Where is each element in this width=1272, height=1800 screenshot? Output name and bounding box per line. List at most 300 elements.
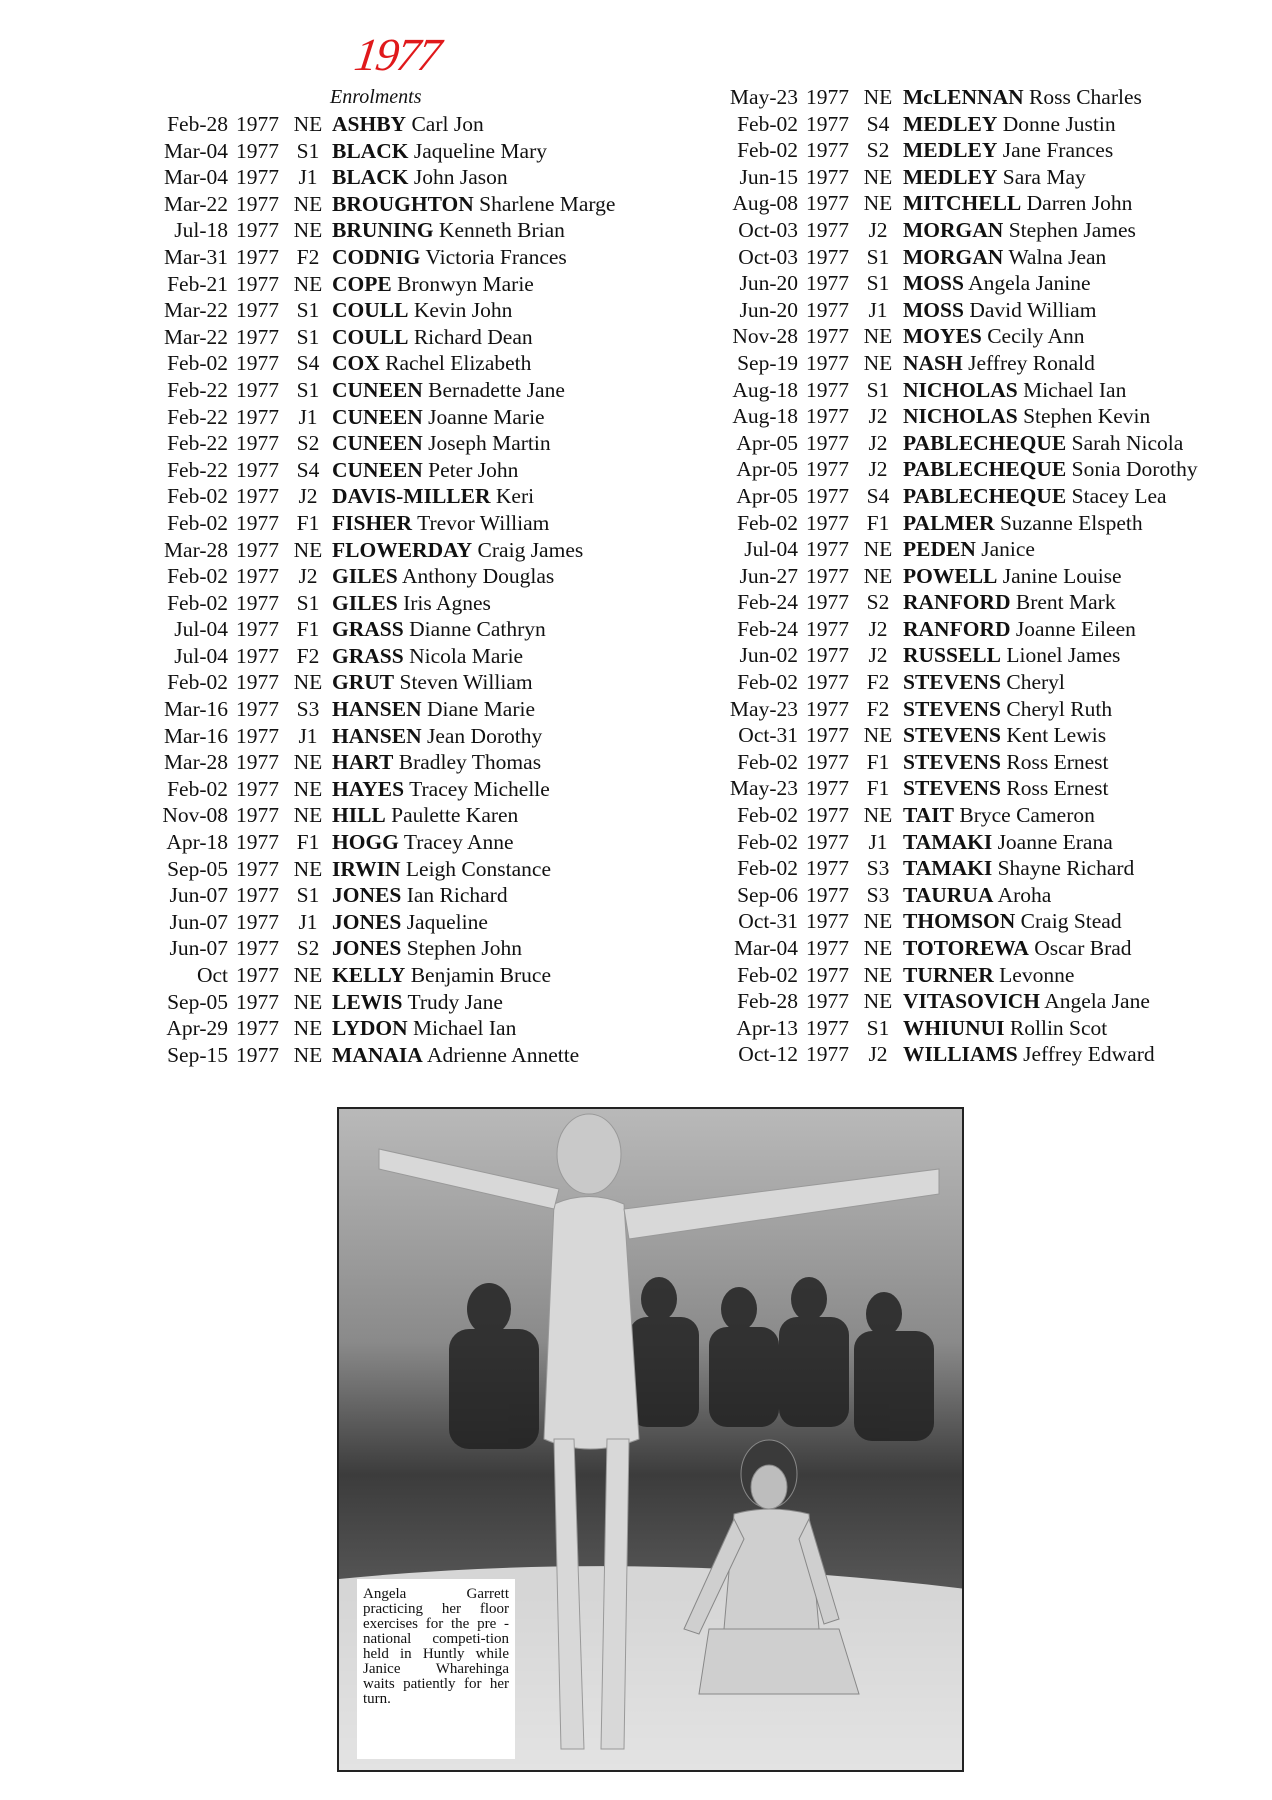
enrolment-date: Sep-19 [737,350,798,375]
enrolment-class: S4 [866,483,890,508]
student-surname: IRWIN [332,856,401,881]
student-given-names: Jean Dorothy [426,723,543,748]
student-surname: BRUNING [332,218,434,243]
enrolment-class: NE [863,164,893,189]
student-surname: STEVENS [903,723,1001,748]
enrolment-class: F1 [866,510,890,535]
enrolment-year: 1977 [236,670,279,695]
student-surname: MOYES [903,324,982,349]
student-surname: PABLECHEQUE [903,483,1067,508]
student-given-names: Trevor William [417,510,550,535]
student-surname: MEDLEY [903,138,998,163]
student-surname: STEVENS [903,776,1001,801]
enrolment-class: NE [293,537,323,562]
enrolment-year: 1977 [806,909,849,934]
enrolment-date: Apr-05 [736,430,798,455]
enrolment-year: 1977 [236,750,279,775]
student-name [332,111,484,138]
enrolment-year: 1977 [236,909,279,934]
enrolment-class: NE [293,112,323,136]
student-given-names: Trudy Jane [407,989,503,1014]
enrolment-year: 1977 [236,803,279,828]
enrolment-year: 1977 [806,510,849,535]
student-surname: PABLECHEQUE [903,457,1067,482]
enrolment-class: S3 [866,882,890,907]
enrolment-class: S2 [296,431,320,456]
enrolment-date: Feb-02 [167,351,228,376]
student-given-names: Paulette Karen [391,803,519,828]
enrolment-year: 1977 [806,856,849,881]
student-given-names: Kenneth Brian [438,218,565,243]
student-given-names: Michael Ian [413,1016,517,1041]
enrolment-year: 1977 [236,510,279,535]
student-name [332,1015,516,1042]
enrolment-date: Mar-31 [163,244,228,269]
student-given-names: Sara May [1002,164,1086,189]
enrolment-class: J1 [298,165,318,190]
enrolment-year: 1977 [806,217,849,242]
enrolment-class: J2 [868,217,888,242]
enrolment-class: NE [293,271,323,296]
enrolment-year: 1977 [236,723,279,748]
enrolment-year: 1977 [236,883,279,908]
student-name [332,669,533,696]
student-name [332,563,554,590]
student-given-names: Brent Mark [1015,590,1116,615]
student-surname: JONES [332,883,402,908]
enrolment-date: Feb-02 [167,484,228,509]
student-name [903,536,1035,563]
enrolment-date: Feb-02 [737,510,798,535]
enrolment-year: 1977 [806,350,849,375]
student-given-names: David William [969,297,1097,322]
enrolment-year: 1977 [236,856,279,881]
enrolment-date: Feb-02 [167,590,228,615]
enrolment-year: 1977 [806,936,849,960]
student-name [903,111,1116,138]
student-surname: KELLY [332,963,406,987]
enrolment-date: Feb-22 [167,431,228,456]
enrolment-year: 1977 [236,351,279,376]
student-surname: COX [332,351,380,376]
enrolment-year: 1977 [806,563,849,588]
student-given-names: Bernadette Jane [428,377,565,402]
student-given-names: Tracey Michelle [409,776,550,801]
student-surname: CODNIG [332,244,421,269]
enrolment-date: Oct-03 [738,244,798,269]
student-given-names: Jaqueline Mary [413,138,547,163]
enrolment-date: Feb-02 [737,138,798,163]
student-surname: TAURUA [903,882,994,907]
enrolment-class: NE [863,85,893,109]
student-given-names: Leigh Constance [405,856,551,881]
enrolment-class: F1 [866,776,890,801]
enrolment-class: S4 [296,457,320,482]
student-surname: TURNER [903,962,994,987]
enrolment-date: Sep-06 [737,882,798,907]
enrolment-class: NE [293,963,323,987]
student-surname: GRUT [332,670,395,695]
enrolment-class: S1 [866,1015,890,1040]
enrolment-year: 1977 [236,457,279,482]
student-name [332,909,488,936]
student-given-names: Joanne Erana [997,829,1113,854]
student-name [332,457,518,484]
enrolment-class: F2 [866,670,890,695]
student-name [332,590,491,617]
enrolment-date: Apr-18 [166,830,228,855]
enrolment-date: Mar-28 [163,537,228,562]
student-surname: WHIUNUI [903,1015,1005,1040]
student-surname: STEVENS [903,696,1001,721]
enrolment-class: S2 [296,936,320,961]
student-name [903,988,1150,1015]
enrolment-year: 1977 [806,271,849,296]
enrolment-class: NE [863,537,893,562]
student-surname: HART [332,750,394,775]
enrolment-year: 1977 [236,643,279,668]
enrolment-class: S3 [296,697,320,722]
student-given-names: Rachel Elizabeth [385,351,532,376]
enrolment-class: F1 [296,830,320,855]
student-surname: RANFORD [903,590,1011,615]
enrolment-year: 1977 [236,112,279,136]
student-name [903,1015,1107,1042]
enrolment-year: 1977 [236,617,279,642]
student-surname: JONES [332,936,402,961]
student-given-names: Suzanne Elspeth [999,510,1143,535]
enrolment-year: 1977 [236,963,279,987]
enrolment-year: 1977 [236,936,279,961]
enrolment-class: NE [293,1016,323,1041]
student-given-names: Walna Jean [1008,244,1107,269]
student-name [332,829,514,856]
enrolment-class: J2 [868,404,888,429]
student-surname: GILES [332,590,398,615]
enrolment-year: 1977 [236,431,279,456]
student-surname: NICHOLAS [903,377,1018,402]
enrolment-date: Oct-31 [738,909,798,934]
student-name [332,164,508,191]
enrolment-year: 1977 [806,537,849,562]
enrolment-date: Oct-12 [738,1042,798,1067]
enrolment-class: J2 [298,484,318,509]
student-name [332,856,551,883]
enrolment-date: Jun-27 [739,563,798,588]
student-given-names: Tracey Anne [403,830,514,855]
enrolment-class: J1 [868,297,888,322]
student-surname: THOMSON [903,909,1016,934]
student-surname: COULL [332,324,409,349]
student-given-names: Stephen Kevin [1023,404,1151,429]
enrolment-year: 1977 [806,643,849,668]
enrolment-date: Apr-05 [736,457,798,482]
enrolment-date: Sep-05 [167,989,228,1014]
enrolment-date: Mar-16 [163,697,228,722]
student-given-names: Joseph Martin [428,431,551,456]
student-name [332,483,534,510]
student-name [332,297,512,324]
enrolment-year: 1977 [806,989,849,1014]
student-given-names: Janine Louise [1002,563,1122,588]
student-surname: CUNEEN [332,457,423,482]
enrolment-class: J2 [868,457,888,482]
enrolment-class: F1 [296,617,320,642]
enrolment-date: Feb-02 [737,962,798,987]
student-given-names: Iris Agnes [403,590,491,615]
student-name [903,244,1106,271]
enrolment-year: 1977 [236,776,279,801]
enrolment-date: Feb-24 [737,616,798,641]
student-name [903,456,1198,483]
student-name [332,989,503,1016]
enrolment-class: J1 [298,404,318,429]
enrolment-date: Mar-22 [163,298,228,323]
student-name [903,962,1074,989]
enrolment-date: Feb-02 [737,111,798,136]
student-name [903,935,1132,962]
student-surname: MANAIA [332,1042,423,1067]
enrolment-class: S1 [296,883,320,908]
student-given-names: Bradley Thomas [398,750,542,775]
student-given-names: Ross Charles [1029,85,1142,109]
student-name [903,775,1109,802]
student-name [332,324,533,351]
student-given-names: Benjamin Bruce [410,963,551,987]
student-surname: WILLIAMS [903,1042,1018,1067]
student-given-names: Stephen James [1008,217,1136,242]
student-surname: TAMAKI [903,856,993,881]
student-given-names: Craig Stead [1020,909,1122,934]
student-surname: GRASS [332,643,404,668]
student-name [903,323,1085,350]
student-surname: MORGAN [903,244,1004,269]
student-name [903,589,1116,616]
enrolment-date: Mar-04 [163,138,228,163]
student-name [903,563,1122,590]
enrolment-class: S1 [296,324,320,349]
student-given-names: Aroha [997,882,1052,907]
student-surname: STEVENS [903,670,1001,695]
student-given-names: Carl Jon [411,112,484,136]
student-name [903,350,1095,377]
enrolment-date: Jul-18 [174,218,228,243]
student-name [903,430,1183,457]
student-given-names: Ian Richard [406,883,508,908]
student-name [903,802,1095,829]
enrolment-class: NE [293,750,323,775]
student-name [903,1041,1155,1068]
student-given-names: Levonne [999,962,1075,987]
student-name [903,217,1136,244]
enrolment-date: Feb-02 [167,670,228,695]
student-surname: VITASOVICH [903,989,1040,1014]
student-surname: MEDLEY [903,164,998,189]
student-given-names: Oscar Brad [1034,936,1132,960]
student-name [903,84,1142,111]
student-surname: COULL [332,298,409,323]
student-name [332,377,565,404]
student-name [903,297,1096,324]
enrolment-date: Feb-28 [737,989,798,1014]
student-surname: RUSSELL [903,643,1001,668]
student-given-names: Anthony Douglas [401,564,555,589]
enrolment-year: 1977 [806,138,849,163]
enrolment-year: 1977 [236,271,279,296]
enrolment-year: 1977 [806,696,849,721]
enrolment-date: Jun-07 [169,936,228,961]
student-given-names: Kevin John [413,298,513,323]
student-surname: CUNEEN [332,377,423,402]
student-surname: MITCHELL [903,191,1022,216]
enrolment-class: J1 [298,723,318,748]
student-name [903,908,1122,935]
enrolment-date: Sep-15 [167,1042,228,1067]
student-given-names: Sarah Nicola [1071,430,1184,455]
student-given-names: Dianne Cathryn [409,617,546,642]
enrolment-year: 1977 [806,377,849,402]
enrolment-year: 1977 [236,165,279,190]
student-given-names: Darren John [1026,191,1133,216]
enrolment-class: S4 [296,351,320,376]
student-given-names: Ross Ernest [1006,749,1109,774]
enrolment-year: 1977 [236,537,279,562]
student-name [332,350,531,377]
enrolment-class: J2 [298,564,318,589]
enrolment-year: 1977 [806,430,849,455]
enrolment-class: S1 [296,590,320,615]
student-surname: FISHER [332,510,413,535]
enrolment-class: F2 [296,643,320,668]
enrolment-year: 1977 [806,962,849,987]
student-surname: MEDLEY [903,111,998,136]
student-given-names: Diane Marie [426,697,536,722]
student-given-names: Michael Ian [1023,377,1127,402]
student-name [903,829,1113,856]
enrolment-class: NE [293,989,323,1014]
student-name [903,722,1106,749]
enrolment-year: 1977 [236,298,279,323]
enrolment-year: 1977 [806,483,849,508]
enrolment-class: F1 [866,749,890,774]
enrolment-class: S4 [866,111,890,136]
student-given-names: Jane Frances [1002,138,1114,163]
enrolment-year: 1977 [806,297,849,322]
student-given-names: Janice [981,537,1035,562]
student-name [903,882,1051,909]
student-given-names: Jeffrey Edward [1023,1042,1155,1067]
student-name [332,1042,579,1069]
student-surname: PALMER [903,510,995,535]
enrolment-year: 1977 [236,191,279,216]
student-given-names: Sharlene Marge [479,191,616,216]
student-given-names: Bryce Cameron [959,803,1095,828]
enrolment-date: Feb-22 [167,457,228,482]
enrolment-year: 1977 [806,244,849,269]
enrolment-date: Mar-04 [733,936,798,960]
student-given-names: Ross Ernest [1006,776,1109,801]
enrolment-class: J2 [868,1042,888,1067]
enrolment-date: Feb-02 [737,749,798,774]
student-surname: POWELL [903,563,998,588]
student-given-names: Joanne Eileen [1015,616,1136,641]
student-name [332,138,547,165]
student-given-names: Peter John [428,457,519,482]
student-name [903,164,1086,191]
student-name [332,749,541,776]
enrolment-date: Mar-16 [163,723,228,748]
student-name [332,404,545,431]
enrolment-year: 1977 [236,377,279,402]
enrolment-year: 1977 [236,484,279,509]
student-surname: MORGAN [903,217,1004,242]
student-given-names: Nicola Marie [409,643,524,668]
student-surname: HANSEN [332,723,422,748]
enrolment-date: Nov-28 [732,324,798,349]
enrolment-year: 1977 [806,191,849,216]
student-surname: BLACK [332,165,409,190]
page-title: 1977 [351,29,443,80]
student-given-names: Cheryl [1006,670,1065,695]
enrolment-year: 1977 [806,670,849,695]
enrolment-date: Mar-04 [163,165,228,190]
student-given-names: Angela Jane [1044,989,1150,1014]
enrolment-year: 1977 [236,564,279,589]
enrolment-date: Feb-21 [167,271,228,296]
enrolment-date: Feb-02 [167,564,228,589]
enrolment-class: J1 [868,829,888,854]
enrolment-date: Jun-02 [739,643,798,668]
student-name [903,669,1065,696]
enrolment-date: Jul-04 [744,537,798,562]
student-surname: HOGG [332,830,399,855]
enrolment-date: Feb-02 [737,829,798,854]
enrolment-class: S1 [296,138,320,163]
student-surname: TOTOREWA [903,936,1029,960]
enrolment-year: 1977 [806,590,849,615]
student-surname: LYDON [332,1016,408,1041]
enrolment-class: NE [863,803,893,828]
enrolment-date: Jun-15 [739,164,798,189]
student-given-names: Kent Lewis [1006,723,1107,748]
enrolment-date: Aug-18 [732,377,798,402]
enrolment-date: Jul-04 [174,643,228,668]
student-given-names: Bronwyn Marie [397,271,534,296]
student-name [332,537,583,564]
enrolment-date: Feb-02 [167,510,228,535]
student-given-names: Craig James [477,537,584,562]
enrolment-class: NE [863,324,893,349]
student-given-names: Shayne Richard [997,856,1135,881]
student-given-names: Keri [495,484,535,509]
enrolment-year: 1977 [806,404,849,429]
enrolment-year: 1977 [806,1015,849,1040]
enrolment-class: NE [863,191,893,216]
student-given-names: Rollin Scot [1009,1015,1108,1040]
student-surname: NICHOLAS [903,404,1018,429]
student-given-names: Lionel James [1006,643,1121,668]
enrolment-date: Apr-05 [736,483,798,508]
enrolment-year: 1977 [236,1016,279,1041]
enrolment-year: 1977 [806,85,849,109]
student-surname: MOSS [903,271,964,296]
student-name [332,882,508,909]
student-given-names: Adrienne Annette [426,1042,580,1067]
enrolment-year: 1977 [236,404,279,429]
student-surname: MOSS [903,297,964,322]
enrolment-class: NE [863,989,893,1014]
enrolment-year: 1977 [806,324,849,349]
